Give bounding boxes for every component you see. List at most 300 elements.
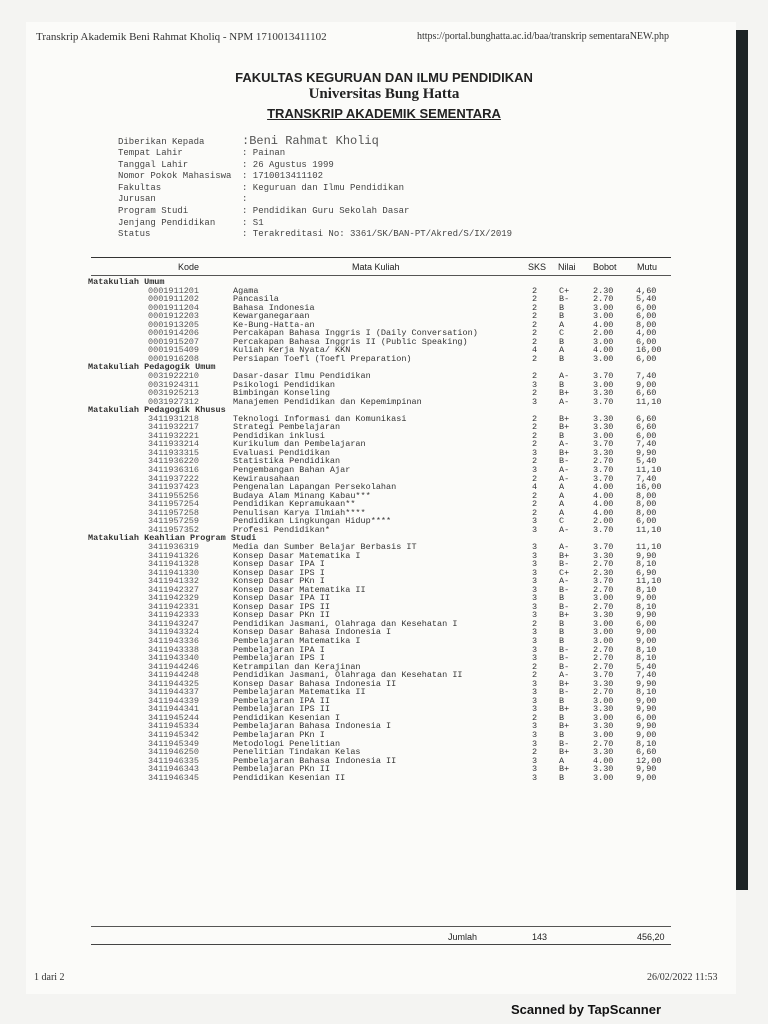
total-mutu: 456,20 — [637, 932, 665, 942]
course-code: 0031922210 — [148, 371, 200, 382]
course-grade: B- — [559, 687, 570, 698]
course-weight: 3.70 — [593, 371, 614, 382]
info-value: :Beni Rahmat Kholiq — [242, 134, 379, 148]
course-name: Pendidikan Lingkungan Hidup**** — [233, 516, 392, 527]
course-code: 0001915207 — [148, 336, 200, 347]
course-grade: A — [559, 507, 565, 518]
course-name: Media dan Sumber Belajar Berbasis IT — [233, 541, 417, 552]
course-grade: B — [559, 695, 565, 706]
course-name: Penulisan Karya Ilmiah**** — [233, 507, 366, 518]
course-weight: 3.70 — [593, 396, 614, 407]
course-code: 0001914206 — [148, 328, 200, 339]
course-points: 6,00 — [636, 336, 657, 347]
course-name: Persiapan Toefl (Toefl Preparation) — [233, 353, 412, 364]
course-points: 6,00 — [636, 712, 657, 723]
course-name: Pembelajaran Matematika I — [233, 635, 361, 646]
course-points: 7,40 — [636, 670, 657, 681]
course-grade: C — [559, 328, 565, 339]
course-weight: 4.00 — [593, 490, 614, 501]
course-code: 3411942327 — [148, 584, 200, 595]
course-points: 9,00 — [636, 635, 657, 646]
course-sks: 3 — [532, 764, 538, 775]
course-code: 3411957258 — [148, 507, 200, 518]
course-points: 6,60 — [636, 747, 657, 758]
course-code: 0031927312 — [148, 396, 200, 407]
course-sks: 3 — [532, 627, 538, 638]
info-row — [118, 183, 512, 195]
course-name: Pembelajaran IPS I — [233, 653, 325, 664]
course-sks: 3 — [532, 704, 538, 715]
course-name: Konsep Dasar PKn II — [233, 610, 330, 621]
course-name: Ketrampilan dan Kerajinan — [233, 661, 361, 672]
course-name: Bimbingan Konseling — [233, 388, 330, 399]
course-sks: 2 — [532, 661, 538, 672]
course-code: 0001911202 — [148, 294, 200, 305]
course-grade: A- — [559, 439, 570, 450]
info-value: : Terakreditasi No: 3361/SK/BAN-PT/Akred/S/IX/2019 — [242, 229, 513, 240]
info-label: Status — [118, 229, 151, 240]
course-name: Pengenalan Lapangan Persekolahan — [233, 482, 397, 493]
course-sks: 2 — [532, 336, 538, 347]
course-code: 0001916208 — [148, 353, 200, 364]
course-code: 0031924311 — [148, 379, 200, 390]
course-name: Pembelajaran Matematika II — [233, 687, 366, 698]
course-weight: 3.00 — [593, 593, 614, 604]
course-weight: 3.00 — [593, 430, 614, 441]
course-code: 0001913205 — [148, 319, 200, 330]
course-grade: B- — [559, 661, 570, 672]
course-name: Dasar-dasar Ilmu Pendidikan — [233, 371, 371, 382]
course-points: 9,00 — [636, 695, 657, 706]
course-grade: B — [559, 627, 565, 638]
info-row — [118, 194, 512, 206]
course-grade: B- — [559, 653, 570, 664]
course-points: 6,60 — [636, 422, 657, 433]
course-points: 6,00 — [636, 302, 657, 313]
course-points: 8,10 — [636, 687, 657, 698]
course-grade: A — [559, 482, 565, 493]
col-header-bobot: Bobot — [593, 262, 617, 272]
course-grade: B+ — [559, 422, 570, 433]
info-label: Tanggal Lahir — [118, 159, 189, 170]
course-sks: 2 — [532, 473, 538, 484]
course-code: 0001911201 — [148, 285, 200, 296]
course-grade: B- — [559, 601, 570, 612]
course-name: Percakapan Bahasa Inggris II (Public Speaking) — [233, 336, 468, 347]
course-sks: 3 — [532, 447, 538, 458]
course-weight: 4.00 — [593, 482, 614, 493]
course-sks: 3 — [532, 465, 538, 476]
course-points: 8,10 — [636, 559, 657, 570]
course-grade: B — [559, 593, 565, 604]
course-code: 3411942329 — [148, 593, 200, 604]
course-name: Psikologi Pendidikan — [233, 379, 336, 390]
course-name: Pendidikan inklusi — [233, 430, 325, 441]
course-sks: 2 — [532, 371, 538, 382]
course-grade: C+ — [559, 567, 570, 578]
course-points: 9,90 — [636, 447, 657, 458]
course-code: 3411941332 — [148, 576, 200, 587]
course-code: 3411943340 — [148, 653, 200, 664]
course-points: 11,10 — [636, 396, 662, 407]
course-code: 0001915409 — [148, 345, 200, 356]
course-grade: B+ — [559, 610, 570, 621]
course-grade: C+ — [559, 285, 570, 296]
course-points: 11,10 — [636, 576, 662, 587]
course-grade: B+ — [559, 721, 570, 732]
course-sks: 2 — [532, 319, 538, 330]
course-points: 8,10 — [636, 601, 657, 612]
course-code: 3411944248 — [148, 670, 200, 681]
course-code: 3411932221 — [148, 430, 200, 441]
course-name: Pembelajaran IPA II — [233, 695, 330, 706]
course-code: 3411946343 — [148, 764, 200, 775]
course-code: 3411937222 — [148, 473, 200, 484]
course-points: 6,00 — [636, 311, 657, 322]
course-grade: B — [559, 729, 565, 740]
course-grade: B+ — [559, 764, 570, 775]
table-row — [88, 774, 688, 783]
course-sks: 3 — [532, 524, 538, 535]
course-grade: B+ — [559, 550, 570, 561]
course-grade: B — [559, 430, 565, 441]
course-code: 3411944341 — [148, 704, 200, 715]
course-points: 9,00 — [636, 729, 657, 740]
course-weight: 4.00 — [593, 755, 614, 766]
info-label: Diberikan Kepada — [118, 137, 205, 147]
print-header-url: https://portal.bunghatta.ac.id/baa/transkrip sementaraNEW.php — [417, 31, 670, 42]
info-value: : — [242, 194, 248, 205]
course-sks: 2 — [532, 422, 538, 433]
course-code: 0001911204 — [148, 302, 200, 313]
col-header-nilai: Nilai — [558, 262, 576, 272]
course-weight: 3.00 — [593, 695, 614, 706]
course-weight: 2.70 — [593, 738, 614, 749]
course-points: 12,00 — [636, 755, 662, 766]
course-points: 9,00 — [636, 379, 657, 390]
course-grade: A- — [559, 371, 570, 382]
info-row — [118, 171, 512, 183]
table-bottom-rule — [91, 926, 671, 927]
course-sks: 3 — [532, 559, 538, 570]
course-weight: 4.00 — [593, 345, 614, 356]
course-name: Penelitian Tindakan Kelas — [233, 747, 361, 758]
course-sks: 3 — [532, 635, 538, 646]
course-code: 3411936319 — [148, 541, 200, 552]
course-name: Metodologi Penelitian — [233, 738, 341, 749]
course-weight: 3.70 — [593, 473, 614, 484]
info-row — [118, 148, 512, 160]
course-code: 3411944337 — [148, 687, 200, 698]
course-code: 3411942333 — [148, 610, 200, 621]
course-name: Strategi Pembelajaran — [233, 422, 341, 433]
info-label: Jurusan — [118, 194, 156, 205]
course-points: 5,40 — [636, 661, 657, 672]
course-grade: A- — [559, 576, 570, 587]
university-title: Universitas Bung Hatta — [308, 86, 460, 102]
course-name: Pendidikan Jasmani, Olahraga dan Kesehatan I — [233, 618, 458, 629]
course-sks: 3 — [532, 379, 538, 390]
course-grade: B — [559, 353, 565, 364]
course-name: Percakapan Bahasa Inggris I (Daily Conversation) — [233, 328, 478, 339]
course-points: 8,00 — [636, 499, 657, 510]
course-weight: 2.70 — [593, 653, 614, 664]
info-label: Fakultas — [118, 182, 162, 193]
course-weight: 3.30 — [593, 678, 614, 689]
course-points: 5,40 — [636, 456, 657, 467]
course-sks: 2 — [532, 490, 538, 501]
course-code: 0001912203 — [148, 311, 200, 322]
course-sks: 4 — [532, 482, 538, 493]
course-grade: B — [559, 618, 565, 629]
course-name: Pembelajaran Bahasa Indonesia I — [233, 721, 392, 732]
course-weight: 2.70 — [593, 294, 614, 305]
course-name: Konsep Dasar IPS II — [233, 601, 330, 612]
course-points: 6,60 — [636, 413, 657, 424]
table-top-rule — [91, 257, 671, 258]
course-weight: 3.70 — [593, 439, 614, 450]
course-name: Konsep Dasar IPA I — [233, 559, 325, 570]
course-sks: 3 — [532, 567, 538, 578]
info-value: : 26 Agustus 1999 — [242, 159, 334, 170]
course-name: Pembelajaran IPS II — [233, 704, 330, 715]
course-code: 3411942331 — [148, 601, 200, 612]
course-grade: B- — [559, 456, 570, 467]
course-name: Konsep Dasar IPA II — [233, 593, 330, 604]
course-name: Pembelajaran PKn II — [233, 764, 330, 775]
course-grade: A- — [559, 473, 570, 484]
course-points: 11,10 — [636, 465, 662, 476]
course-points: 9,00 — [636, 593, 657, 604]
course-name: Profesi Pendidikan* — [233, 524, 330, 535]
course-weight: 2.70 — [593, 456, 614, 467]
course-weight: 3.00 — [593, 379, 614, 390]
course-points: 6,90 — [636, 567, 657, 578]
course-grade: A- — [559, 670, 570, 681]
course-code: 3411957352 — [148, 524, 200, 535]
course-grade: A- — [559, 465, 570, 476]
course-code: 3411932217 — [148, 422, 200, 433]
course-sks: 3 — [532, 593, 538, 604]
course-points: 7,40 — [636, 439, 657, 450]
course-weight: 2.30 — [593, 285, 614, 296]
course-sks: 3 — [532, 601, 538, 612]
course-sks: 3 — [532, 644, 538, 655]
col-header-matakuliah: Mata Kuliah — [352, 262, 400, 272]
course-sks: 3 — [532, 610, 538, 621]
course-grade: B — [559, 302, 565, 313]
course-grade: A — [559, 499, 565, 510]
course-sks: 2 — [532, 302, 538, 313]
course-points: 11,10 — [636, 524, 662, 535]
course-points: 9,90 — [636, 550, 657, 561]
course-sks: 3 — [532, 576, 538, 587]
table-header-rule — [91, 275, 671, 276]
course-points: 8,10 — [636, 653, 657, 664]
course-points: 8,10 — [636, 644, 657, 655]
course-grade: B — [559, 336, 565, 347]
course-grade: A- — [559, 524, 570, 535]
info-value: : S1 — [242, 217, 264, 228]
course-sks: 2 — [532, 328, 538, 339]
info-value: : Keguruan dan Ilmu Pendidikan — [242, 182, 405, 193]
course-points: 5,40 — [636, 294, 657, 305]
course-points: 4,60 — [636, 285, 657, 296]
course-weight: 2.00 — [593, 328, 614, 339]
course-sks: 2 — [532, 285, 538, 296]
course-grade: B- — [559, 644, 570, 655]
course-weight: 2.70 — [593, 559, 614, 570]
course-sks: 2 — [532, 507, 538, 518]
course-code: 3411945342 — [148, 729, 200, 740]
total-sks: 143 — [532, 932, 548, 942]
course-sks: 2 — [532, 712, 538, 723]
course-name: Ke-Bung-Hatta-an — [233, 319, 315, 330]
course-points: 9,90 — [636, 610, 657, 621]
course-points: 6,00 — [636, 353, 657, 364]
course-name: Pendidikan Kepramukaan** — [233, 499, 356, 510]
col-header-mutu: Mutu — [637, 262, 658, 272]
course-points: 4,00 — [636, 328, 657, 339]
course-weight: 4.00 — [593, 499, 614, 510]
course-grade: B — [559, 635, 565, 646]
faculty-title: FAKULTAS KEGURUAN DAN ILMU PENDIDIKAN — [235, 70, 533, 85]
info-label: Program Studi — [118, 205, 189, 216]
course-code: 3411943247 — [148, 618, 200, 629]
course-points: 6,00 — [636, 430, 657, 441]
course-sks: 3 — [532, 396, 538, 407]
col-header-sks: SKS — [528, 262, 547, 272]
course-name: Manajemen Pendidikan dan Kepemimpinan — [233, 396, 422, 407]
course-grade: A- — [559, 396, 570, 407]
category-label: Matakuliah Umum — [88, 277, 165, 287]
course-weight: 3.70 — [593, 670, 614, 681]
course-sks: 3 — [532, 541, 538, 552]
course-sks: 3 — [532, 721, 538, 732]
course-points: 9,90 — [636, 764, 657, 775]
course-weight: 2.70 — [593, 644, 614, 655]
course-weight: 3.70 — [593, 524, 614, 535]
course-grade: B — [559, 772, 565, 783]
course-weight: 3.30 — [593, 388, 614, 399]
course-sks: 2 — [532, 311, 538, 322]
course-points: 6,00 — [636, 618, 657, 629]
course-weight: 2.70 — [593, 584, 614, 595]
course-weight: 3.30 — [593, 422, 614, 433]
course-sks: 2 — [532, 294, 538, 305]
course-name: Pendidikan Kesenian I — [233, 712, 341, 723]
course-weight: 3.30 — [593, 610, 614, 621]
course-sks: 3 — [532, 695, 538, 706]
category-label: Matakuliah Keahlian Program Studi — [88, 533, 257, 544]
category-label: Matakuliah Pedagogik Khusus — [88, 405, 226, 416]
course-code: 3411943338 — [148, 644, 200, 655]
course-name: Konsep Dasar IPS I — [233, 567, 325, 578]
course-sks: 3 — [532, 653, 538, 664]
course-weight: 3.00 — [593, 311, 614, 322]
course-code: 3411945349 — [148, 738, 200, 749]
course-grade: A — [559, 345, 565, 356]
course-weight: 3.70 — [593, 541, 614, 552]
course-points: 16,00 — [636, 345, 662, 356]
col-header-kode: Kode — [178, 262, 200, 272]
course-points: 8,00 — [636, 507, 657, 518]
course-grade: B- — [559, 584, 570, 595]
course-name: Teknologi Informasi dan Komunikasi — [233, 413, 407, 424]
student-info — [118, 134, 512, 241]
course-grade: B- — [559, 738, 570, 749]
course-sks: 4 — [532, 345, 538, 356]
course-weight: 3.00 — [593, 729, 614, 740]
course-sks: 2 — [532, 353, 538, 364]
course-name: Pancasila — [233, 294, 279, 305]
course-sks: 3 — [532, 584, 538, 595]
course-grade: A — [559, 755, 565, 766]
course-points: 9,00 — [636, 772, 657, 783]
course-grade: B — [559, 712, 565, 723]
course-weight: 2.70 — [593, 661, 614, 672]
course-code: 3411957254 — [148, 499, 200, 510]
course-grade: B+ — [559, 388, 570, 399]
info-value: : 1710013411102 — [242, 171, 324, 182]
course-code: 3411937423 — [148, 482, 200, 493]
course-sks: 3 — [532, 772, 538, 783]
scan-background-edge — [736, 30, 748, 890]
course-name: Statistika Pendidikan — [233, 456, 341, 467]
course-code: 3411957259 — [148, 516, 200, 527]
course-weight: 3.30 — [593, 721, 614, 732]
info-value: : Painan — [242, 148, 286, 158]
course-grade: B+ — [559, 447, 570, 458]
course-points: 16,00 — [636, 482, 662, 493]
info-row — [118, 160, 512, 172]
course-weight: 3.30 — [593, 550, 614, 561]
course-weight: 3.00 — [593, 627, 614, 638]
course-points: 8,10 — [636, 738, 657, 749]
category-label: Matakuliah Pedagogik Umum — [88, 362, 216, 373]
course-points: 9,90 — [636, 721, 657, 732]
course-points: 8,00 — [636, 319, 657, 330]
course-code: 3411943336 — [148, 635, 200, 646]
course-points: 9,90 — [636, 704, 657, 715]
course-weight: 3.00 — [593, 772, 614, 783]
course-code: 3411941326 — [148, 550, 200, 561]
course-code: 3411931218 — [148, 413, 200, 424]
course-code: 3411946250 — [148, 747, 200, 758]
course-code: 3411945244 — [148, 712, 200, 723]
course-code: 3411933214 — [148, 439, 200, 450]
course-points: 11,10 — [636, 541, 662, 552]
course-code: 3411933315 — [148, 447, 200, 458]
course-points: 7,40 — [636, 473, 657, 484]
info-row — [118, 134, 512, 148]
total-label: Jumlah — [448, 932, 478, 942]
course-grade: A- — [559, 541, 570, 552]
course-code: 3411944325 — [148, 678, 200, 689]
info-label: Nomor Pokok Mahasiswa — [118, 171, 232, 182]
course-sks: 3 — [532, 755, 538, 766]
course-weight: 3.00 — [593, 336, 614, 347]
course-table — [88, 278, 688, 782]
course-points: 9,90 — [636, 678, 657, 689]
course-sks: 2 — [532, 499, 538, 510]
page-number: 1 dari 2 — [34, 972, 65, 983]
course-name: Evaluasi Pendidikan — [233, 447, 330, 458]
course-weight: 2.30 — [593, 567, 614, 578]
course-name: Konsep Dasar Matematika II — [233, 584, 366, 595]
course-grade: A — [559, 319, 565, 330]
course-sks: 2 — [532, 618, 538, 629]
